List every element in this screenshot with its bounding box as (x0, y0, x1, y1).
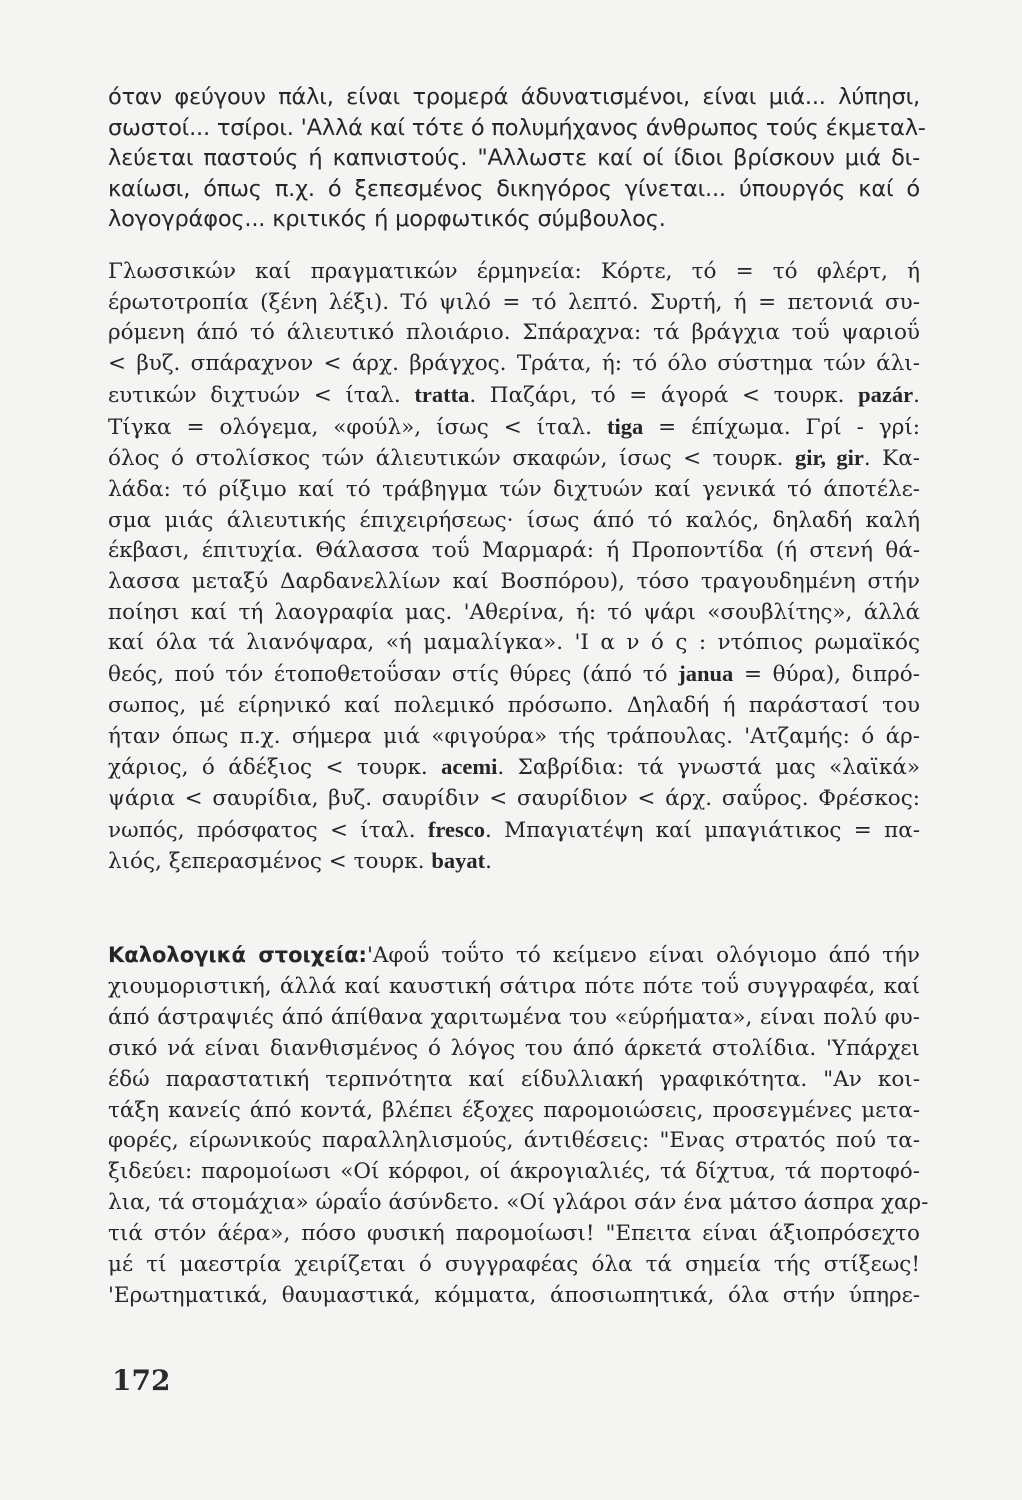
text-line (108, 257, 920, 288)
text-segment: όλος ό στολίσκος τών άλιευτικών σκαφών, ίσως < τουρκ. (108, 446, 784, 472)
text-line: άπό άστραψιές άπό άπίθανα χαριτωμένα του «εύρήματα», είναι πολύ φυ- (108, 1004, 920, 1030)
text-line: ρόμενη άπό τό άλιευτικό πλοιάριο. Σπάραχνα: τά βράγχια τοΰ ψαριοΰ (108, 320, 920, 346)
text-segment: ευτικών διχτυών < ίταλ. (108, 382, 401, 408)
text-segment: χάριος, ό άδέξιος < τουρκ. (108, 755, 428, 781)
page-number: 172 (112, 1364, 171, 1397)
text-line: φορές, είρωνικούς παραλληλισμούς, άντιθέσεις: "Ενας στρατός πού τα- (108, 1128, 920, 1154)
text-line: τιά στόν άέρα», πόσο φυσική παρομοίωσι! "Επειτα είναι άξιοπρόσεχτο (108, 1221, 920, 1247)
text-segment: . Κα- (863, 446, 920, 472)
text-segment: θεός, πού τόν έτοποθετοΰσαν στίς θύρες (άπό τό (108, 662, 668, 688)
text-segment: = έπίχωμα. Γρί - γρί: (658, 414, 921, 440)
text-segment: . Σαβρίδια: τά γνωστά μας «λαϊκά» (497, 755, 920, 781)
text-line: 'Ερωτηματικά, θαυμαστικά, κόμματα, άποσιωπητικά, όλα στήν ύπηρε- (108, 1282, 920, 1308)
aesthetics-paragraph (108, 940, 929, 1312)
text-line: λεύεται παστούς ή καπνιστούς. "Αλλωστε καί οί ίδιοι βρίσκουν μιά δι- (108, 145, 920, 172)
text-line (108, 380, 920, 412)
text-segment: . (485, 849, 492, 875)
text-line: όταν φεύγουν πάλι, είναι τρομερά άδυνατισμένοι, είναι μιά... λύπησι, (108, 84, 920, 110)
text-line: λια, τά στομάχια» ώραΐο άσύνδετο. «Οί γλάροι σάν ένα μάτσο άσπρα χαρ- (108, 1190, 929, 1216)
text-line: χιουμοριστική, άλλά καί καυστική σάτιρα πότε πότε τοΰ συγγραφέα, καί (108, 973, 920, 999)
text-segment: 'Αφοΰ τοΰτο τό κείμενο είναι ολόγιομο άπό τήν (366, 943, 920, 968)
text-line: καί όλα τά λιανόψαρα, «ή μαμαλίγκα». 'Ι α ν ό ς : ντόπιος ρωμαϊκός (108, 630, 920, 656)
text-line (108, 659, 920, 691)
text-line: καίωσι, όπως π.χ. ό ξεπεσμένος δικηγόρος γίνεται... ύπουργός καί ό (108, 175, 920, 202)
foreign-word: pazár (858, 381, 914, 407)
text-line: έδώ παραστατική τερπνότητα καί είδυλλιακή γραφικότητα. "Αν κοι- (108, 1066, 920, 1092)
text-segment: . Μπαγιατέψη καί μπαγιάτικος = πα- (484, 817, 920, 843)
text-line: τάξη κανείς άπό κοντά, βλέπει έξοχες παρομοιώσεις, προσεγμένες μετα- (108, 1097, 920, 1123)
text-segment: = θύρα), διπρό- (743, 662, 921, 688)
foreign-word: fresco (427, 816, 485, 842)
text-line (108, 752, 920, 784)
text-line: έκβασι, έπιτυχία. Θάλασσα τοΰ Μαρμαρά: ή Προποντίδα (ή στενή θά- (108, 538, 920, 564)
intro-paragraph (108, 82, 926, 235)
text-line: σωστοί... τσίροι. 'Αλλά καί τότε ό πολυμήχανος άνθρωπος τούς έκμεταλ- (108, 114, 926, 141)
foreign-word: bayat (431, 848, 486, 874)
text-line: < βυζ. σπάραχνον < άρχ. βράγχος. Τράτα, ή: τό όλο σύστημα τών άλι- (108, 351, 920, 377)
glossary-paragraph (108, 257, 920, 878)
text-line (108, 412, 920, 444)
text-line (108, 940, 920, 972)
text-line: σωπος, μέ είρηνικό καί πολεμικό πρόσωπο. Δηλαδή ή παράστασί του (108, 692, 920, 718)
text-line: λάδα: τό ρίξιμο καί τό τράβηγμα τών διχτυών καί γενικά τό άποτέλε- (108, 476, 920, 502)
text-segment: Τίγκα = ολόγεμα, «φούλ», ίσως < ίταλ. (108, 414, 592, 440)
text-segment: . Παζάρι, τό = άγορά < τουρκ. (469, 382, 845, 408)
text-line: σμα μιάς άλιευτικής έπιχειρήσεως· ίσως άπό τό καλός, δηλαδή καλή (108, 507, 920, 533)
text-line (108, 815, 920, 847)
text-line: ποίησι καί τή λαογραφία μας. 'Αθερίνα, ή: τό ψάρι «σουβλίτης», άλλά (108, 599, 920, 625)
foreign-word: janua (678, 661, 734, 687)
text-segment: νωπός, πρόσφατος < ίταλ. (108, 817, 416, 843)
glossary-heading: Γλωσσικών καί πραγματικών έρμηνεία: (108, 259, 582, 284)
text-line: μέ τί μαεστρία χειρίζεται ό συγγραφέας όλα τά σημεία τής στίξεως! (108, 1252, 920, 1278)
foreign-word: acemi (441, 754, 498, 780)
text-line (108, 443, 920, 475)
text-segment: Κόρτε, τό = τό φλέρτ, ή (600, 259, 920, 284)
text-line: ξιδεύει: παρομοίωσι «Οί κόρφοι, οί άκρογιαλιές, τά δίχτυα, τά πορτοφό- (108, 1159, 920, 1185)
text-line (108, 846, 920, 878)
text-line: έρωτοτροπία (ξένη λέξι). Τό ψιλό = τό λεπτό. Συρτή, ή = πετονιά συ- (108, 289, 920, 315)
text-line: σικό νά είναι διανθισμένος ό λόγος του άπό άρκετά στολίδια. 'Υπάρχει (108, 1035, 920, 1061)
section-heading: Καλολογικά στοιχεία: (108, 943, 367, 967)
text-line: ήταν όπως π.χ. σήμερα μιά «φιγούρα» τής τράπουλας. 'Ατζαμής: ό άρ- (108, 723, 920, 749)
text-segment: . (913, 382, 920, 408)
foreign-word: tratta (414, 381, 470, 407)
text-segment: λιός, ξεπερασμένος < τουρκ. (108, 849, 425, 875)
foreign-word: tiga (606, 413, 644, 439)
text-line: ψάρια < σαυρίδια, βυζ. σαυρίδιν < σαυρίδιον < άρχ. σαΰρος. Φρέσκος: (108, 785, 920, 811)
text-line: λασσα μεταξύ Δαρδανελλίων καί Βοσπόρου), τόσο τραγουδημένη στήν (108, 569, 920, 595)
foreign-word: gir, gir (794, 445, 864, 471)
text-line: λογογράφος... κριτικός ή μορφωτικός σύμβουλος. (108, 206, 666, 233)
